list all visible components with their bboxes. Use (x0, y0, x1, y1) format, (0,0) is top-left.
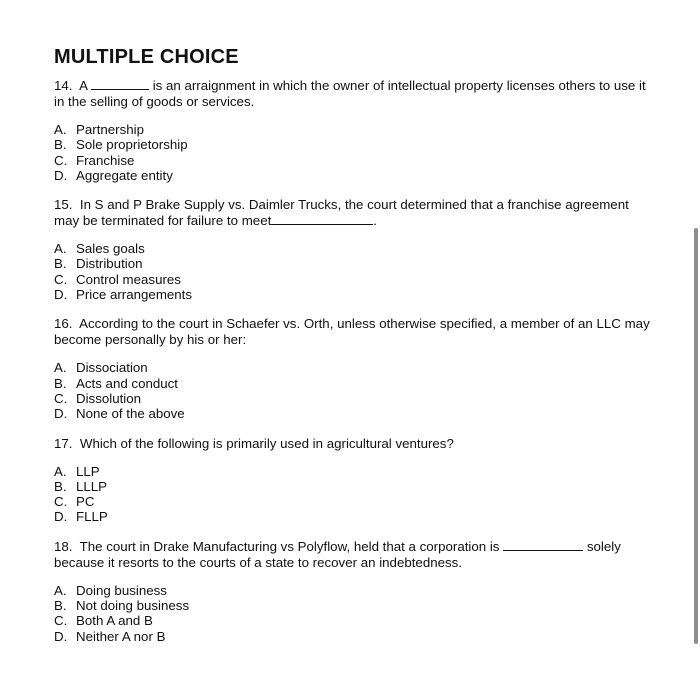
option-letter: D. (54, 167, 68, 183)
question-number: 16. (54, 316, 73, 332)
option-text: Control measures (76, 271, 181, 287)
option-letter: C. (54, 494, 68, 510)
option-c (54, 272, 654, 287)
options-list (54, 360, 654, 421)
options-list (54, 583, 654, 644)
stem-text-before: The court in Drake Manufacturing vs Polyflow, held that a corporation is (79, 538, 500, 554)
option-letter: B. (54, 478, 67, 494)
option-text: LLLP (76, 478, 108, 494)
option-letter: A. (54, 122, 67, 137)
option-text: Doing business (76, 582, 167, 598)
option-b (54, 256, 654, 271)
question-stem (54, 197, 654, 229)
option-text: FLLP (76, 509, 108, 525)
option-letter: D. (54, 287, 68, 303)
option-text: Sales goals (76, 241, 145, 257)
option-text: Aggregate entity (76, 167, 173, 183)
option-letter: A. (54, 463, 67, 479)
question-15 (54, 197, 654, 302)
option-text: Franchise (76, 152, 135, 168)
option-letter: C. (54, 390, 68, 406)
options-list (54, 122, 654, 183)
stem-text-after: . (373, 213, 377, 229)
option-b (54, 137, 654, 152)
option-letter: B. (54, 598, 67, 614)
option-letter: D. (54, 406, 68, 422)
option-d (54, 509, 654, 524)
option-text: Both A and B (76, 613, 153, 629)
option-letter: A. (54, 241, 67, 257)
option-c (54, 494, 654, 509)
question-17 (54, 436, 654, 525)
stem-text: According to the court in Schaefer vs. Orth, unless otherwise specified, a member of an LLC may become personally by his or her: (54, 316, 650, 348)
question-number: 14. (54, 78, 73, 93)
option-c (54, 391, 654, 406)
option-text: LLP (76, 463, 100, 479)
question-stem (54, 539, 654, 571)
option-d (54, 168, 654, 183)
question-18 (54, 539, 654, 644)
quiz-page (54, 44, 654, 658)
option-b (54, 479, 654, 494)
option-letter: C. (54, 613, 68, 629)
option-c (54, 153, 654, 168)
question-number: 18. (54, 538, 73, 554)
option-letter: B. (54, 375, 67, 391)
option-a (54, 360, 654, 375)
option-text: Price arrangements (76, 287, 193, 303)
option-text: Dissociation (76, 360, 148, 376)
question-number: 17. (54, 435, 73, 451)
stem-text-after: solely because it resorts to the courts of a state to recover an indebtedness. (54, 538, 621, 570)
option-text: Sole proprietorship (76, 137, 188, 153)
stem-text-before: In S and P Brake Supply vs. Daimler Trucks, the court determined that a franchise agreement may be terminated for failure to meet (54, 197, 629, 229)
stem-text-after: is an arraignment in which the owner of intellectual property licenses others to use it in the selling of goods or services. (54, 78, 646, 109)
option-text: Not doing business (76, 598, 190, 614)
option-text: PC (76, 494, 95, 510)
option-letter: B. (54, 137, 67, 153)
option-text: Acts and conduct (76, 375, 179, 391)
options-list (54, 241, 654, 302)
question-stem (54, 436, 654, 452)
options-list (54, 464, 654, 525)
answer-blank (271, 213, 373, 225)
option-b (54, 376, 654, 391)
question-14 (54, 78, 654, 183)
option-letter: D. (54, 628, 68, 644)
option-a (54, 122, 654, 137)
option-letter: A. (54, 360, 67, 376)
option-letter: D. (54, 509, 68, 525)
option-text: Distribution (76, 256, 143, 272)
option-letter: C. (54, 152, 68, 168)
vertical-scrollbar[interactable] (694, 228, 698, 644)
option-a (54, 464, 654, 479)
option-d (54, 287, 654, 302)
option-text: None of the above (76, 406, 185, 422)
question-number: 15. (54, 197, 73, 213)
option-a (54, 241, 654, 256)
stem-text-before: A (79, 78, 88, 93)
question-16 (54, 316, 654, 421)
question-stem (54, 316, 654, 348)
option-letter: B. (54, 256, 67, 272)
option-a (54, 583, 654, 598)
answer-blank (91, 78, 149, 90)
option-d (54, 406, 654, 421)
option-d (54, 629, 654, 644)
option-letter: A. (54, 582, 67, 598)
answer-blank (503, 539, 583, 551)
option-text: Neither A nor B (76, 628, 166, 644)
stem-text: Which of the following is primarily used in agricultural ventures? (79, 435, 454, 451)
option-b (54, 598, 654, 613)
question-stem (54, 78, 654, 110)
option-c (54, 613, 654, 628)
option-text: Partnership (76, 122, 144, 137)
option-text: Dissolution (76, 390, 142, 406)
option-letter: C. (54, 271, 68, 287)
page-title: MULTIPLE CHOICE (54, 46, 239, 68)
